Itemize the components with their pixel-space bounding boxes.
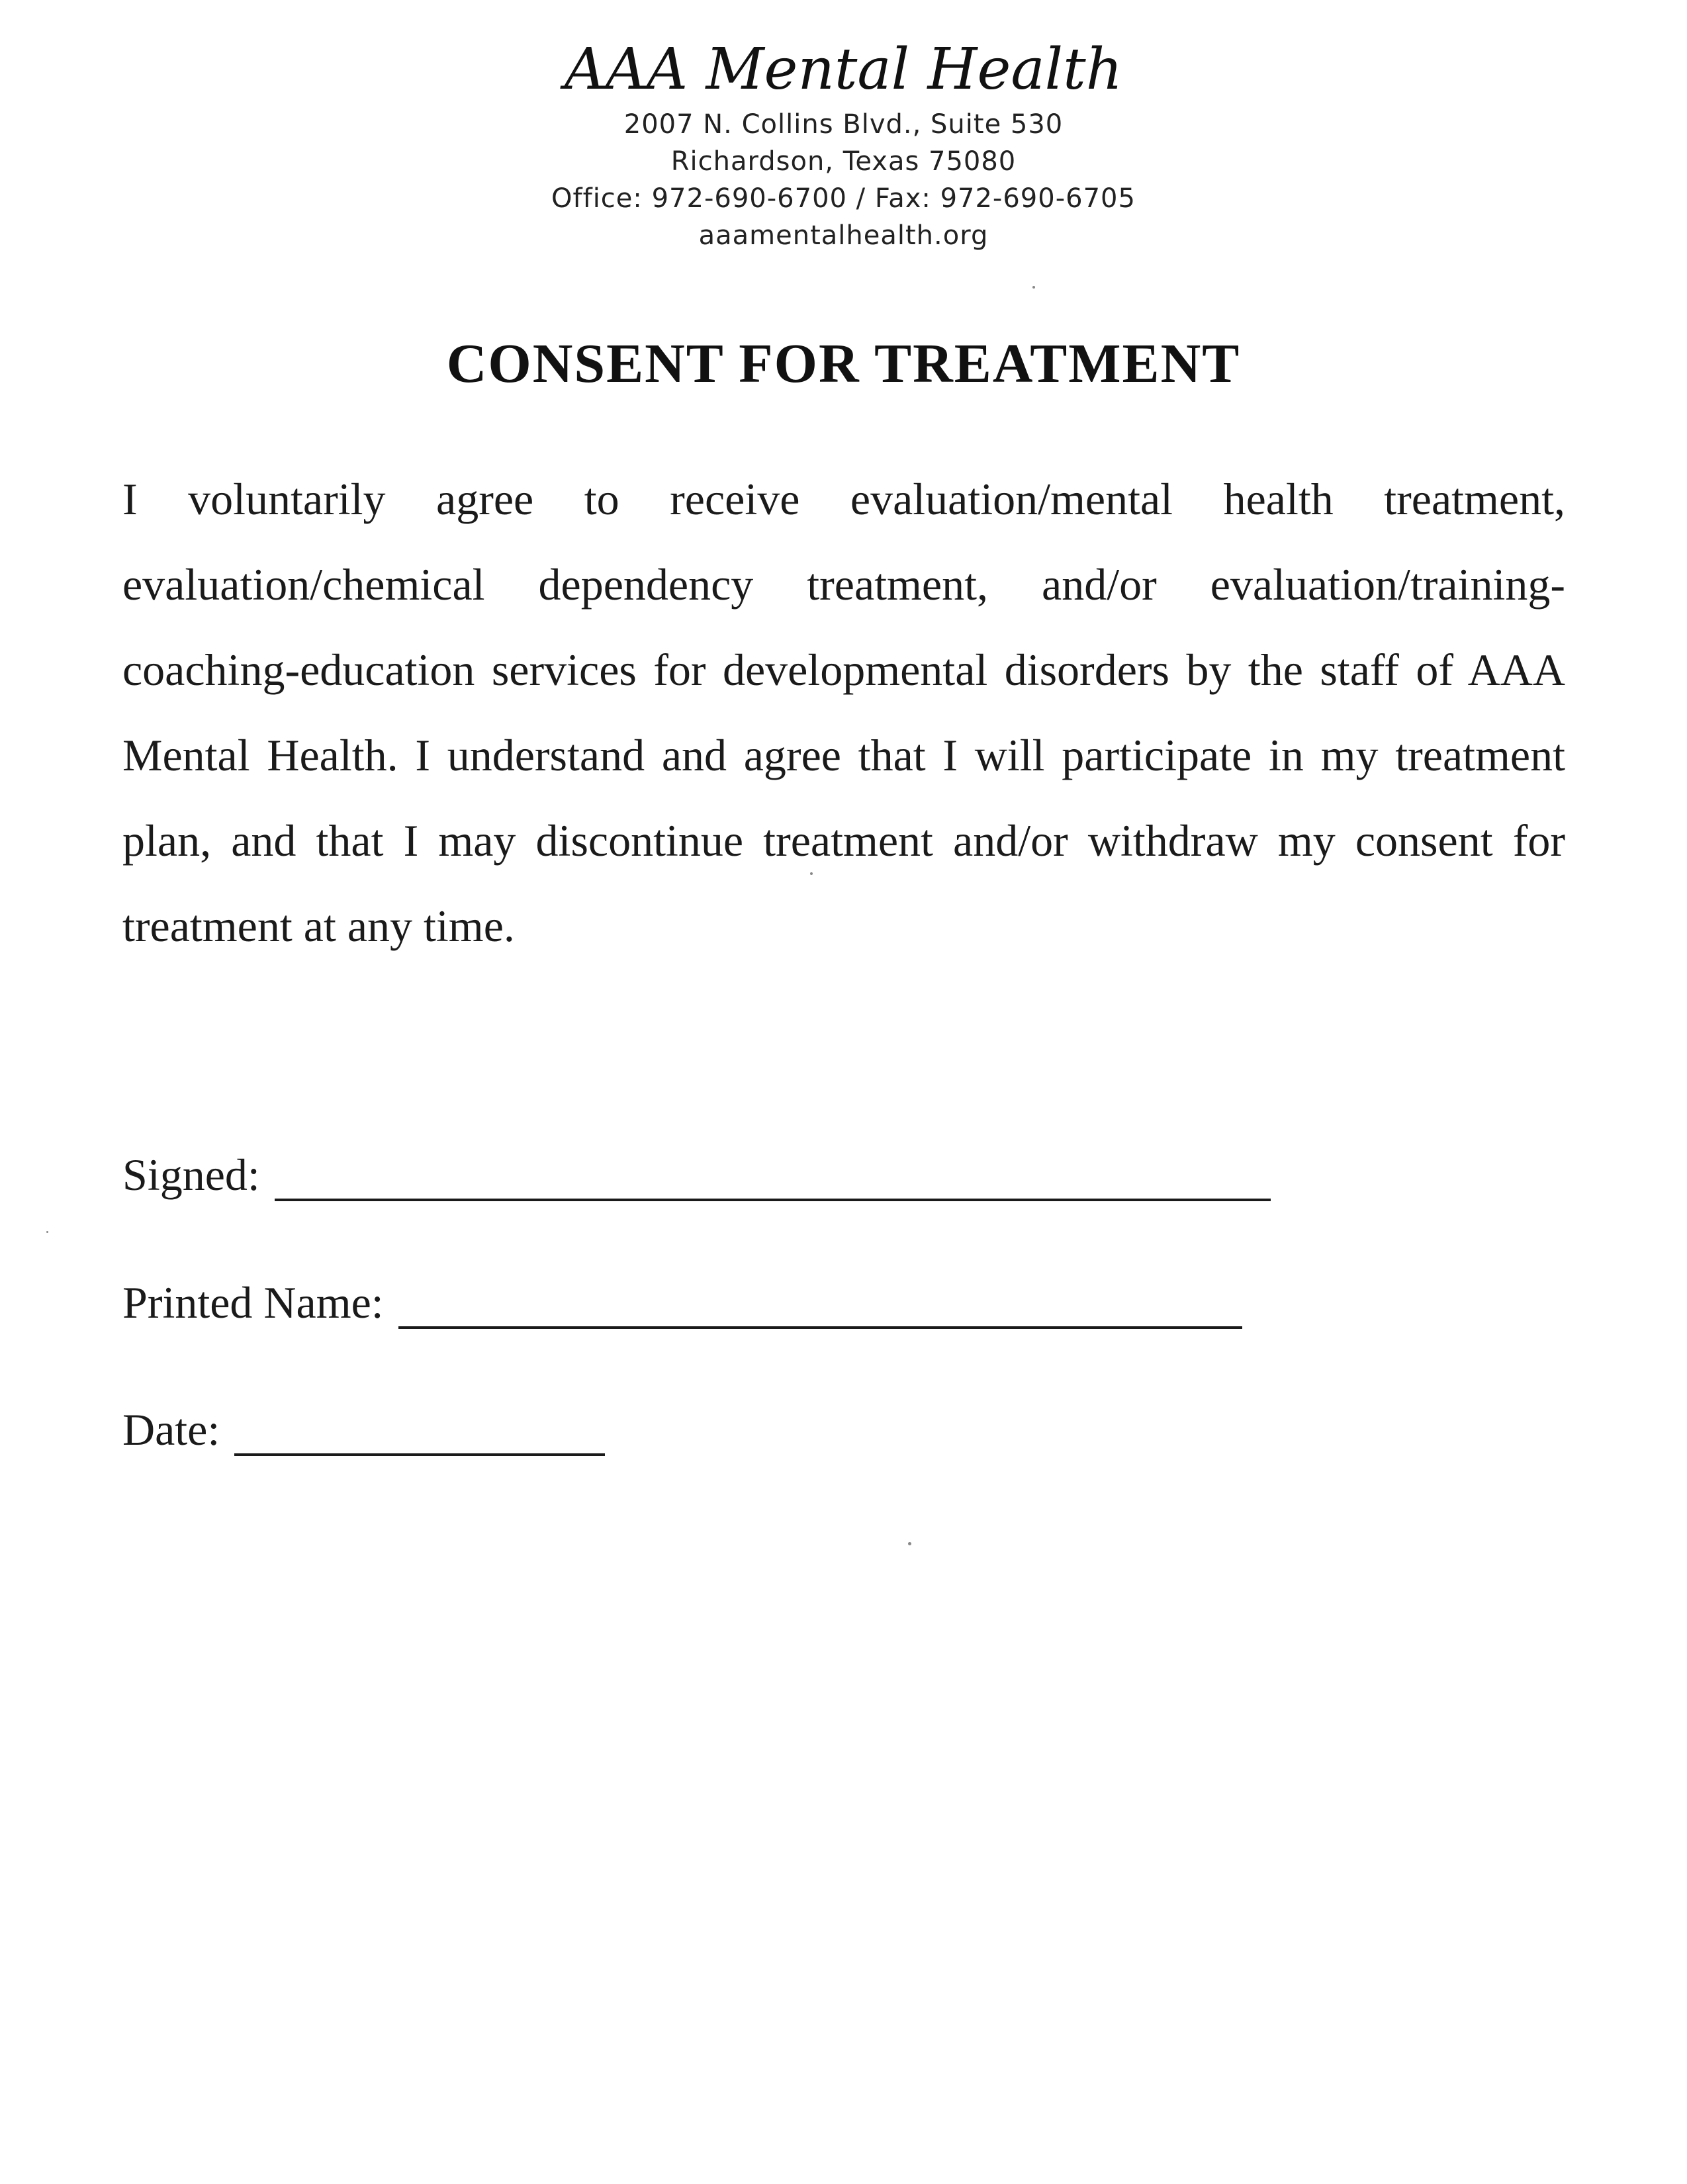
phone-fax-line: Office: 972-690-6700 / Fax: 972-690-6705 bbox=[551, 183, 1136, 214]
date-line[interactable] bbox=[234, 1414, 605, 1456]
consent-paragraph: I voluntarily agree to receive evaluation/mental health treatment, evaluation/chemical dependency treatment, and/or evaluation/training-coaching-education services for developmental disorders by the staff of AAA Mental Health. I understand and agree that I will participate in my treatment plan, and that I may discontinue treatment and/or withdraw my consent for treatment at any time. bbox=[122, 474, 1565, 951]
address-line-1: 2007 N. Collins Blvd., Suite 530 bbox=[623, 109, 1064, 140]
address-line-2: Richardson, Texas 75080 bbox=[670, 146, 1017, 177]
signed-row bbox=[122, 1148, 1271, 1201]
date-row bbox=[122, 1403, 605, 1456]
letterhead bbox=[0, 33, 1687, 254]
scan-speck bbox=[46, 1231, 48, 1233]
scan-speck bbox=[1032, 286, 1035, 289]
signed-line[interactable] bbox=[275, 1159, 1271, 1201]
date-label: Date: bbox=[122, 1404, 220, 1455]
printed-name-row bbox=[122, 1276, 1242, 1329]
document-title: CONSENT FOR TREATMENT bbox=[446, 333, 1241, 394]
website-line: aaamentalhealth.org bbox=[698, 220, 989, 251]
printed-name-line[interactable] bbox=[398, 1287, 1242, 1329]
signed-label: Signed: bbox=[122, 1150, 260, 1200]
scan-speck bbox=[810, 872, 813, 875]
scan-speck bbox=[908, 1542, 911, 1545]
organization-name: AAA Mental Health bbox=[564, 36, 1123, 103]
printed-name-label: Printed Name: bbox=[122, 1277, 384, 1328]
